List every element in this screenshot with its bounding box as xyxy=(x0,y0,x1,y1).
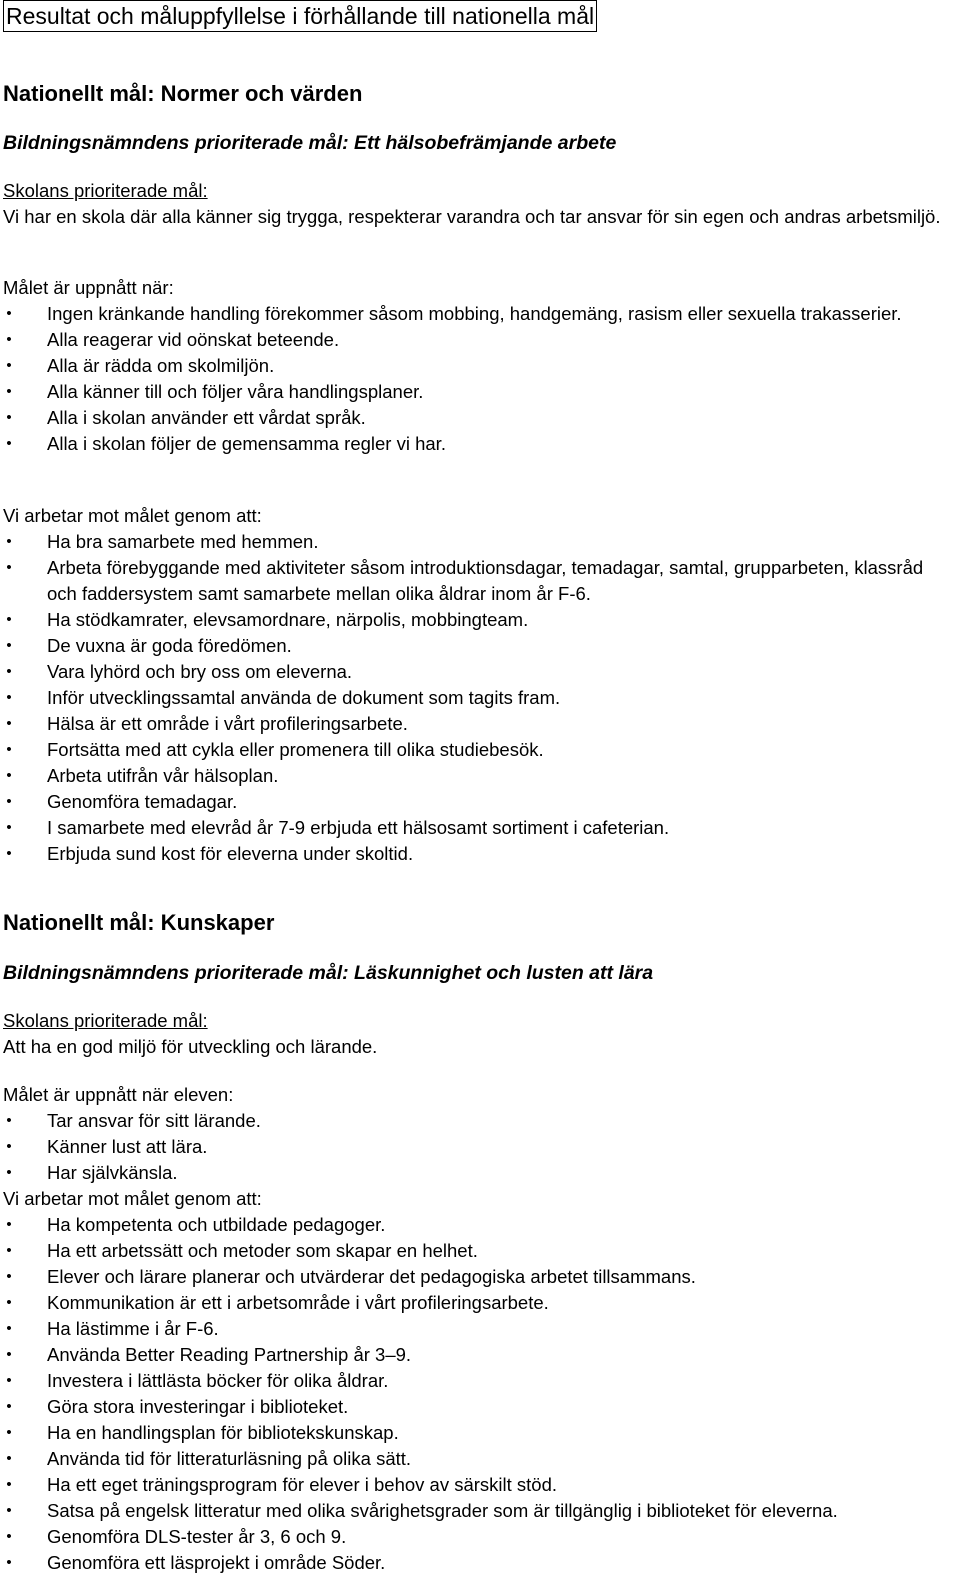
list-item-text: Ha lästimme i år F-6. xyxy=(47,1318,219,1339)
list-item xyxy=(3,815,958,841)
bullet-icon: • xyxy=(6,1424,12,1441)
list-item-text: Alla är rädda om skolmiljön. xyxy=(47,355,275,376)
work-list xyxy=(3,529,958,867)
list-item-text: Genomföra ett läsprojekt i område Söder. xyxy=(47,1552,386,1573)
list-item-text: Satsa på engelsk litteratur med olika svårighetsgrader som är tillgänglig i biblioteket för eleverna. xyxy=(47,1500,838,1521)
list-item-text: Ha ett arbetssätt och metoder som skapar en helhet. xyxy=(47,1240,478,1261)
list-item-text: Inför utvecklingssamtal använda de dokument som tagits fram. xyxy=(47,687,561,708)
list-item-text: Alla i skolan använder ett vårdat språk. xyxy=(47,407,366,428)
list-item-text: Arbeta utifrån vår hälsoplan. xyxy=(47,765,279,786)
list-item xyxy=(3,659,958,685)
school-goal-block xyxy=(3,178,958,230)
list-item xyxy=(3,405,958,431)
list-item xyxy=(3,1368,958,1394)
bullet-icon: • xyxy=(6,845,12,862)
school-goal-label: Skolans prioriterade mål: xyxy=(3,180,208,201)
list-item xyxy=(3,1264,958,1290)
list-item xyxy=(3,555,958,607)
list-item xyxy=(3,1394,958,1420)
document-title: Resultat och måluppfyllelse i förhållande till nationella mål xyxy=(3,0,597,32)
list-item xyxy=(3,1524,958,1550)
list-item-text: Ha stödkamrater, elevsamordnare, närpolis, mobbingteam. xyxy=(47,609,529,630)
bullet-icon: • xyxy=(6,383,12,400)
bullet-icon: • xyxy=(6,715,12,732)
bullet-icon: • xyxy=(6,819,12,836)
school-goal-text: Vi har en skola där alla känner sig trygga, respekterar varandra och tar ansvar för sin egen och andras arbetsmiljö. xyxy=(3,206,941,227)
bullet-icon: • xyxy=(6,1112,12,1129)
list-item-text: Använda tid för litteraturläsning på olika sätt. xyxy=(47,1448,412,1469)
list-item xyxy=(3,607,958,633)
list-item xyxy=(3,763,958,789)
bullet-icon: • xyxy=(6,1346,12,1363)
list-item xyxy=(3,353,958,379)
list-item-text: Har självkänsla. xyxy=(47,1162,178,1183)
list-item-text: Investera i lättlästa böcker för olika åldrar. xyxy=(47,1370,389,1391)
list-item-text: Använda Better Reading Partnership år 3–9. xyxy=(47,1344,412,1365)
bullet-icon: • xyxy=(6,741,12,758)
list-item-text: Alla i skolan följer de gemensamma regler vi har. xyxy=(47,433,446,454)
list-item xyxy=(3,711,958,737)
national-goal-heading: Nationellt mål: Kunskaper xyxy=(3,910,275,935)
list-item-text: Kommunikation är ett i arbetsområde i vårt profileringsarbete. xyxy=(47,1292,549,1313)
bullet-icon: • xyxy=(6,1554,12,1571)
bullet-icon: • xyxy=(6,1138,12,1155)
achieved-label: Målet är uppnått när: xyxy=(3,277,174,298)
list-item xyxy=(3,737,958,763)
list-item xyxy=(3,1342,958,1368)
list-item xyxy=(3,327,958,353)
bullet-icon: • xyxy=(6,1242,12,1259)
bullet-icon: • xyxy=(6,1528,12,1545)
list-item-text: Känner lust att lära. xyxy=(47,1136,208,1157)
bullet-icon: • xyxy=(6,793,12,810)
list-item xyxy=(3,1108,958,1134)
list-item xyxy=(3,1316,958,1342)
list-item xyxy=(3,1238,958,1264)
achieved-block xyxy=(3,275,958,457)
list-item xyxy=(3,1550,958,1576)
section-national-goal-norms xyxy=(3,80,958,108)
bullet-icon: • xyxy=(6,1450,12,1467)
bullet-icon: • xyxy=(6,663,12,680)
list-item xyxy=(3,431,958,457)
list-item-text: Tar ansvar för sitt lärande. xyxy=(47,1110,261,1131)
bullet-icon: • xyxy=(6,767,12,784)
list-item-text: Vara lyhörd och bry oss om eleverna. xyxy=(47,661,353,682)
list-item xyxy=(3,1212,958,1238)
bullet-icon: • xyxy=(6,1268,12,1285)
bullet-icon: • xyxy=(6,409,12,426)
list-item-text: Alla reagerar vid oönskat beteende. xyxy=(47,329,340,350)
list-item xyxy=(3,1160,958,1186)
bullet-icon: • xyxy=(6,1164,12,1181)
bullet-icon: • xyxy=(6,1320,12,1337)
work-label: Vi arbetar mot målet genom att: xyxy=(3,1188,262,1209)
list-item-text: Genomföra temadagar. xyxy=(47,791,238,812)
list-item-text: Alla känner till och följer våra handlingsplaner. xyxy=(47,381,424,402)
list-item xyxy=(3,1472,958,1498)
list-item-text: Hälsa är ett område i vårt profileringsarbete. xyxy=(47,713,408,734)
bullet-icon: • xyxy=(6,1476,12,1493)
bullet-icon: • xyxy=(6,435,12,452)
list-item xyxy=(3,789,958,815)
list-item-text: I samarbete med elevråd år 7-9 erbjuda ett hälsosamt sortiment i cafeterian. xyxy=(47,817,670,838)
list-item-text: Ha bra samarbete med hemmen. xyxy=(47,531,319,552)
achieved-label: Målet är uppnått när eleven: xyxy=(3,1084,234,1105)
list-item-text: Genomföra DLS-tester år 3, 6 och 9. xyxy=(47,1526,347,1547)
board-goal-block xyxy=(3,130,958,156)
school-goal-text: Att ha en god miljö för utveckling och lärande. xyxy=(3,1036,378,1057)
achieved-list xyxy=(3,1108,958,1186)
work-block xyxy=(3,503,958,867)
bullet-icon: • xyxy=(6,1398,12,1415)
national-goal-heading: Nationellt mål: Normer och värden xyxy=(3,81,363,106)
work-list xyxy=(3,1212,958,1576)
list-item-text: Arbeta förebyggande med aktiviteter såsom introduktionsdagar, temadagar, samtal, grupparbeten, klassråd och faddersystem samt samarbete mellan olika åldrar inom år F-6. xyxy=(47,557,924,604)
bullet-icon: • xyxy=(6,559,12,576)
board-goal-block xyxy=(3,960,958,986)
bullet-icon: • xyxy=(6,1216,12,1233)
list-item-text: Ha ett eget träningsprogram för elever i behov av särskilt stöd. xyxy=(47,1474,558,1495)
list-item xyxy=(3,633,958,659)
achieved-list xyxy=(3,301,958,457)
bullet-icon: • xyxy=(6,533,12,550)
bullet-icon: • xyxy=(6,1372,12,1389)
bullet-icon: • xyxy=(6,331,12,348)
list-item-text: Ha en handlingsplan för bibliotekskunskap. xyxy=(47,1422,399,1443)
list-item-text: Fortsätta med att cykla eller promenera till olika studiebesök. xyxy=(47,739,544,760)
school-goal-label: Skolans prioriterade mål: xyxy=(3,1010,208,1031)
achieved-block xyxy=(3,1082,958,1576)
school-goal-block xyxy=(3,1008,958,1060)
bullet-icon: • xyxy=(6,611,12,628)
list-item xyxy=(3,1134,958,1160)
list-item xyxy=(3,841,958,867)
board-goal-heading: Bildningsnämndens prioriterade mål: Ett hälsobefrämjande arbete xyxy=(3,132,617,154)
section-national-goal-knowledge xyxy=(3,909,958,937)
bullet-icon: • xyxy=(6,637,12,654)
list-item xyxy=(3,1420,958,1446)
board-goal-heading: Bildningsnämndens prioriterade mål: Läskunnighet och lusten att lära xyxy=(3,962,654,984)
list-item-text: Elever och lärare planerar och utvärderar det pedagogiska arbetet tillsammans. xyxy=(47,1266,696,1287)
list-item-text: Göra stora investeringar i biblioteket. xyxy=(47,1396,349,1417)
list-item xyxy=(3,1446,958,1472)
bullet-icon: • xyxy=(6,305,12,322)
list-item xyxy=(3,685,958,711)
bullet-icon: • xyxy=(6,689,12,706)
list-item xyxy=(3,1498,958,1524)
list-item-text: De vuxna är goda föredömen. xyxy=(47,635,292,656)
list-item xyxy=(3,529,958,555)
bullet-icon: • xyxy=(6,357,12,374)
bullet-icon: • xyxy=(6,1502,12,1519)
work-label: Vi arbetar mot målet genom att: xyxy=(3,505,262,526)
list-item-text: Ha kompetenta och utbildade pedagoger. xyxy=(47,1214,386,1235)
bullet-icon: • xyxy=(6,1294,12,1311)
list-item xyxy=(3,379,958,405)
list-item-text: Erbjuda sund kost för eleverna under skoltid. xyxy=(47,843,414,864)
list-item xyxy=(3,301,958,327)
list-item xyxy=(3,1290,958,1316)
list-item-text: Ingen kränkande handling förekommer såsom mobbing, handgemäng, rasism eller sexuella trakasserier. xyxy=(47,303,902,324)
